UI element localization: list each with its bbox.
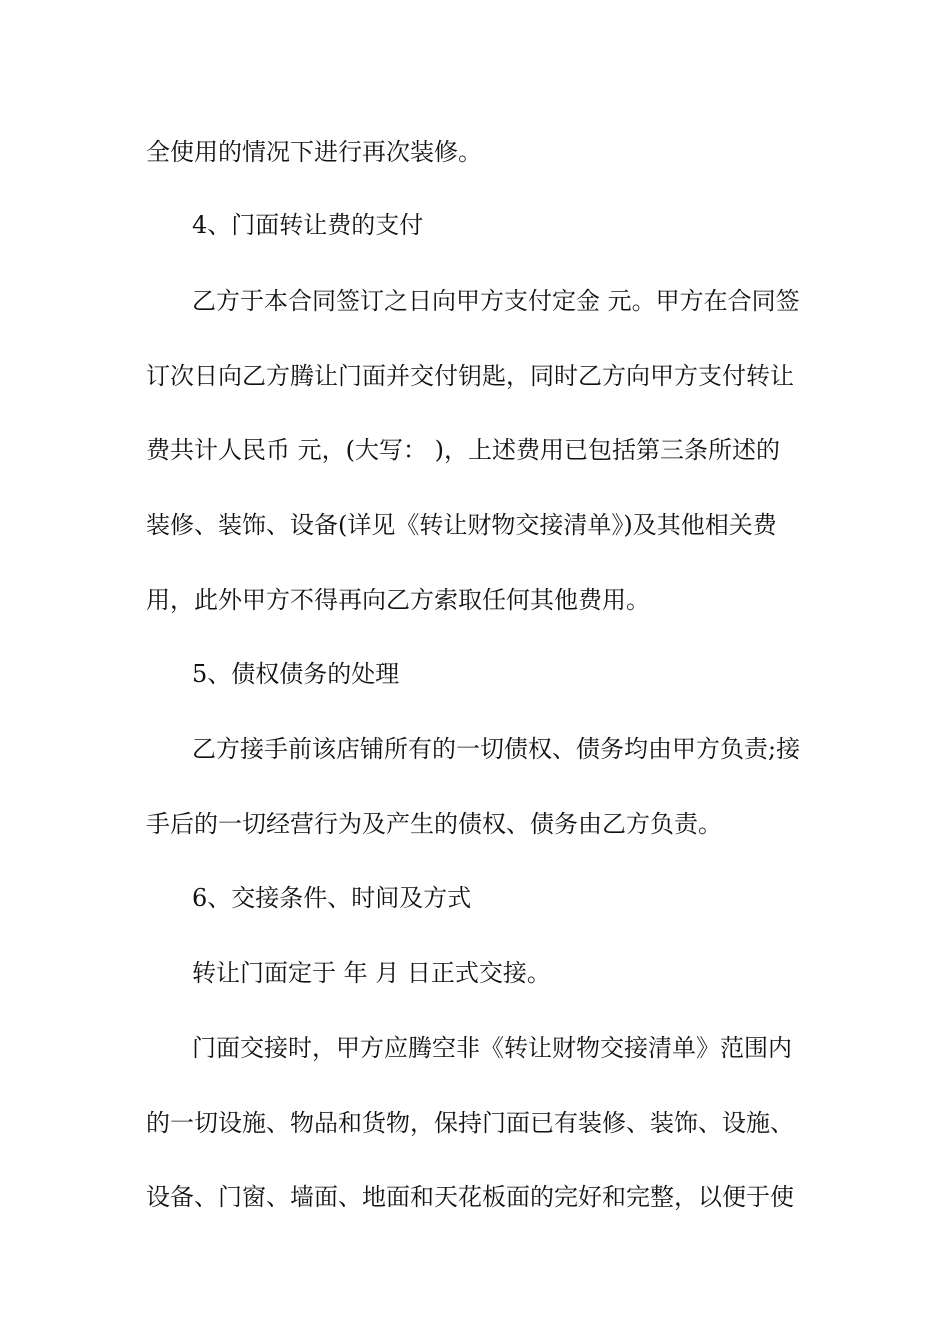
section-heading: 5、债权债务的处理 (192, 660, 400, 688)
section-heading: 6、交接条件、时间及方式 (192, 884, 472, 912)
paragraph-line: 用，此外甲方不得再向乙方索取任何其他费用。 (146, 586, 650, 614)
paragraph-line: 门面交接时，甲方应腾空非《转让财物交接清单》范围内 (192, 1034, 792, 1062)
paragraph-line: 订次日向乙方腾让门面并交付钥匙，同时乙方向甲方支付转让 (146, 362, 794, 390)
paragraph-line: 转让门面定于 年 月 日正式交接。 (192, 959, 551, 987)
paragraph-line: 全使用的情况下进行再次装修。 (146, 138, 482, 166)
paragraph-line: 乙方接手前该店铺所有的一切债权、债务均由甲方负责;接 (192, 735, 801, 763)
paragraph-line: 乙方于本合同签订之日向甲方支付定金 元。甲方在合同签 (192, 287, 800, 315)
paragraph-line: 设备、门窗、墙面、地面和天花板面的完好和完整，以便于使 (146, 1183, 794, 1211)
section-heading: 4、门面转让费的支付 (192, 211, 424, 239)
paragraph-line: 的一切设施、物品和货物，保持门面已有装修、装饰、设施、 (146, 1109, 794, 1137)
paragraph-line: 费共计人民币 元，(大写： )，上述费用已包括第三条所述的 (146, 436, 780, 464)
paragraph-line: 装修、装饰、设备(详见《转让财物交接清单》)及其他相关费 (146, 511, 777, 539)
paragraph-line: 手后的一切经营行为及产生的债权、债务由乙方负责。 (146, 810, 722, 838)
